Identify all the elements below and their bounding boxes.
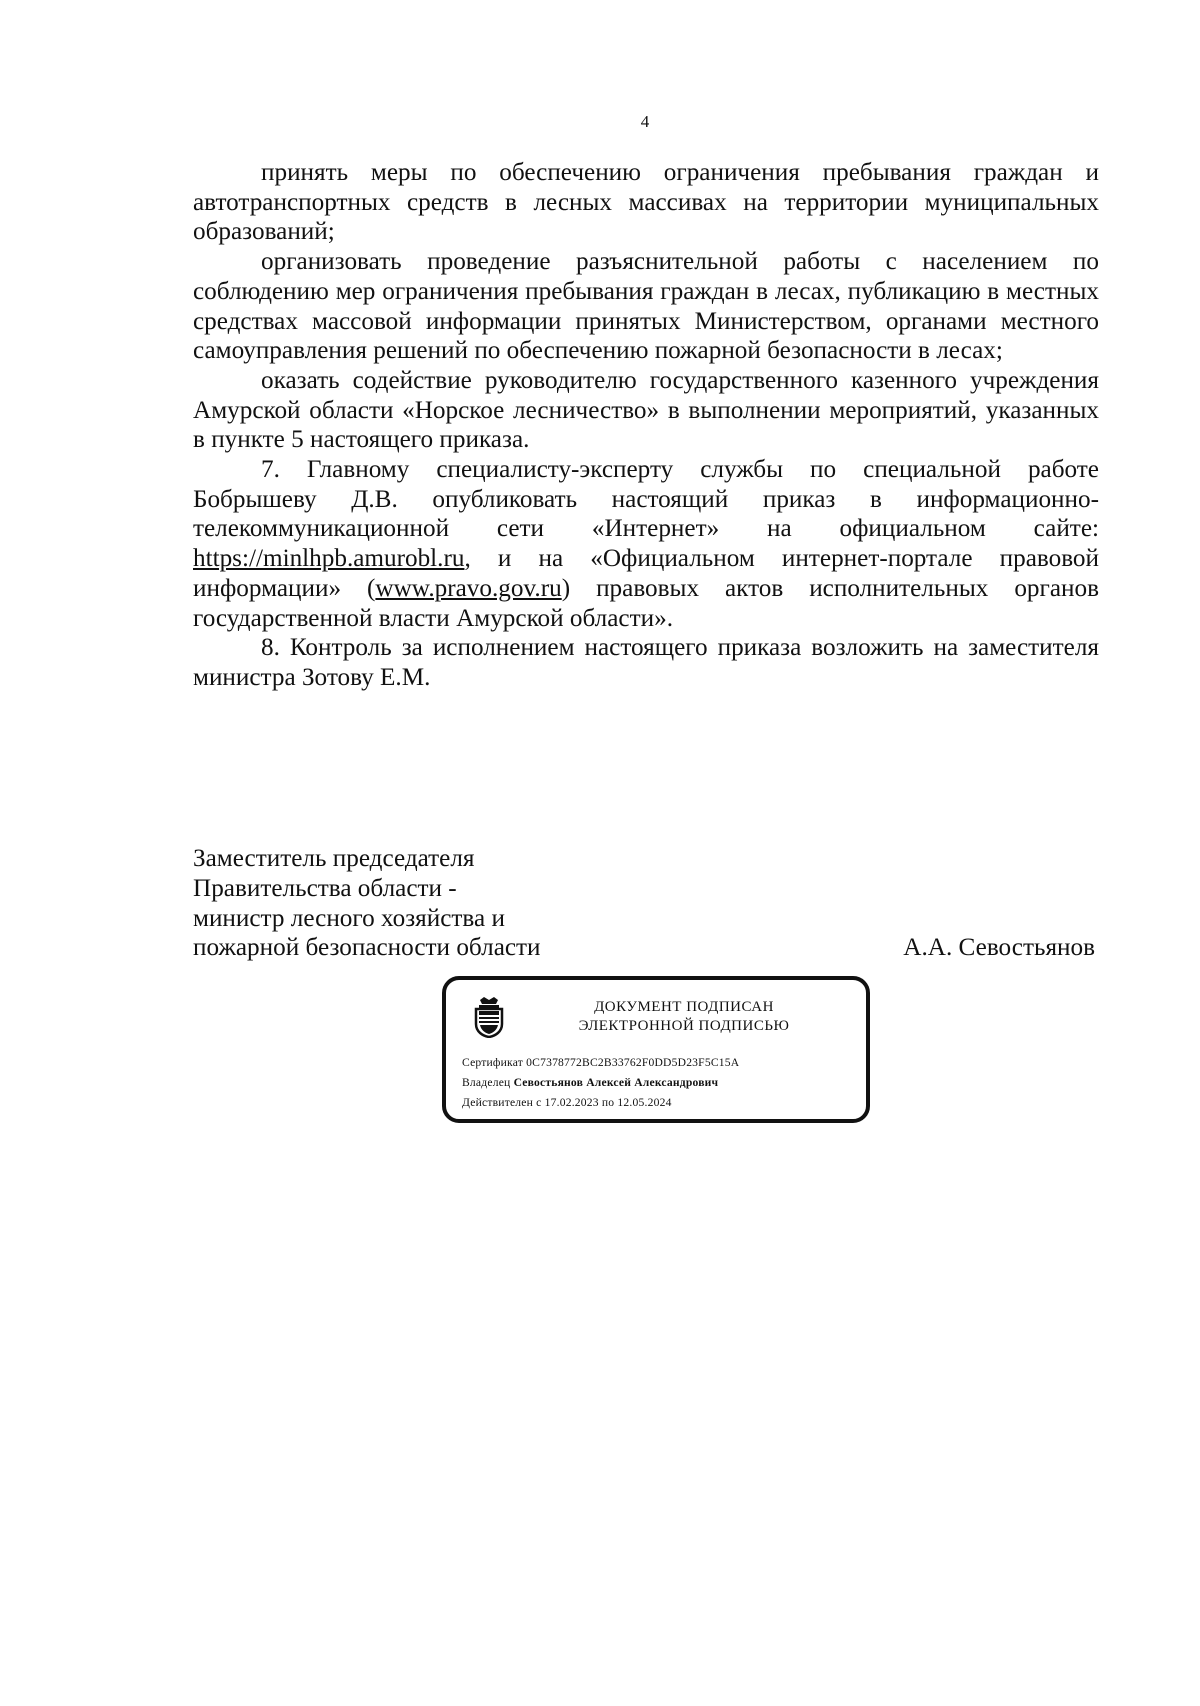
paragraph-item-7-text-mid: , и на «Официальном интернет-портале правовой информации» ( xyxy=(193,545,1099,602)
signatory-name: А.А. Севостьянов xyxy=(903,934,1095,962)
paragraph-item-7-text-start: 7. Главному специалисту-эксперту службы по специальной работе Бобрышеву Д.В. опубликовать настоящий приказ в информационно-телекоммуникационной сети «Интернет» на официальном сайте: xyxy=(193,456,1099,543)
stamp-heading xyxy=(534,998,834,1036)
certificate-label: Сертификат xyxy=(462,1056,524,1069)
certificate-value: 0C7378772BC2B33762F0DD5D23F5C15A xyxy=(526,1056,740,1069)
paragraph-explanatory-work: организовать проведение разъяснительной работы с населением по соблюдению мер ограничения пребывания граждан в лесах, публикацию в местных средствах массовой информации принятых Министерством, органами местного самоуправления решений по обеспечению пожарной безопасности в лесах; xyxy=(193,248,1099,365)
paragraph-assist-forestry: оказать содействие руководителю государственного казенного учреждения Амурской области «Норское лесничество» в выполнении мероприятий, указанных в пункте 5 настоящего приказа. xyxy=(193,366,1099,454)
validity-from-date: 17.02.2023 xyxy=(544,1096,599,1109)
page-number: 4 xyxy=(640,112,650,131)
owner-value: Севостьянов Алексей Александрович xyxy=(513,1076,719,1089)
signatory-title-line-4: пожарной безопасности области xyxy=(193,934,541,962)
signatory-title-line-3: министр лесного хозяйства и xyxy=(193,904,505,932)
ministry-site-link[interactable]: https://minlhpb.amurobl.ru xyxy=(193,545,465,573)
validity-to-word: по xyxy=(601,1096,615,1109)
signatory-title-line-2: Правительства области - xyxy=(193,874,457,902)
stamp-certificate-line xyxy=(462,1056,739,1069)
signature-block xyxy=(193,844,1099,963)
pravo-portal-link[interactable]: www.pravo.gov.ru xyxy=(375,574,562,602)
electronic-signature-stamp xyxy=(442,976,870,1123)
stamp-heading-line-2: ЭЛЕКТРОННОЙ ПОДПИСЬЮ xyxy=(578,1018,790,1034)
paragraph-restrict-access: принять меры по обеспечению ограничения пребывания граждан и автотранспортных средств в лесных массивах на территории муниципальных образований; xyxy=(193,159,1099,246)
stamp-heading-line-1: ДОКУМЕНТ ПОДПИСАН xyxy=(594,999,774,1015)
stamp-owner-line xyxy=(462,1076,718,1089)
owner-label: Владелец xyxy=(462,1076,511,1089)
coat-of-arms-icon xyxy=(472,996,506,1038)
paragraph-item-8-control: 8. Контроль за исполнением настоящего приказа возложить на заместителя министра Зотову Е.М. xyxy=(193,634,1099,691)
validity-from-word: с xyxy=(536,1096,542,1109)
order-body-text xyxy=(193,158,1099,693)
validity-label: Действителен xyxy=(462,1096,534,1109)
stamp-validity-line xyxy=(462,1096,672,1109)
signatory-title-line-1: Заместитель председателя xyxy=(193,845,475,872)
paragraph-item-7-text-end: ) правовых актов исполнительных органов государственной власти Амурской области». xyxy=(193,574,1099,632)
paragraph-item-7-publish xyxy=(193,455,1099,633)
validity-to-date: 12.05.2024 xyxy=(617,1096,672,1109)
